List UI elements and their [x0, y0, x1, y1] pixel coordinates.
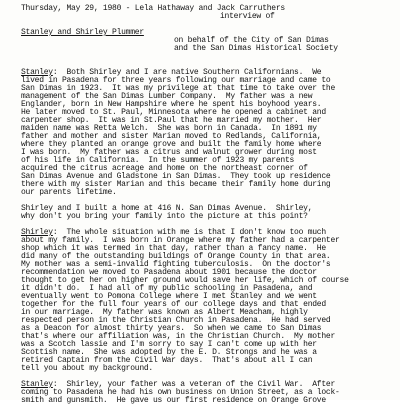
para1-line-13: San Dimas Avenue and Gladstone in San Dimas. They took up residence	[21, 172, 331, 181]
interview-of-label: interview of	[220, 12, 275, 21]
para3-line-9: together for the full four years of our college days and that ended	[21, 300, 326, 309]
para3-line-4: My mother was a semi-invalid fighting tuberculosis. On the doctor's	[21, 260, 331, 269]
para1-line-2: San Dimas in 1923. It was my privilege at that time to take over the	[21, 84, 336, 93]
para1-line-1: lived in Pasadena for three years following our marriage and came to	[21, 76, 331, 85]
para3-line-14: was a Scotch lassie and I'm sorry to say I can't come up with her	[21, 340, 317, 349]
speaker-stanley-2: Stanley	[21, 380, 53, 389]
para3-line-12: as a Deacon for almost thirty years. So when we came to San Dimas	[21, 324, 322, 333]
para1-line-0: Stanley: Both Shirley and I are native Southern Californians. We	[21, 68, 322, 77]
para1-line-9: where they planted an orange grove and built the family home where	[21, 140, 322, 149]
para1-line-15: our parents lifetime.	[21, 188, 117, 197]
para3-line-6: thought to get her on higher ground would save her life, which of course	[21, 276, 349, 285]
para3-line-13: that's where our affiliation was, in the Christian Church. My mother	[21, 332, 336, 341]
para4-line-1: coming to Pasadena he had his own business on Union Street, as a lock-	[21, 388, 340, 397]
para3-line-17: tell you about my background.	[21, 364, 153, 373]
para4-line-2: smith and gunsmith. He gave us our first residence on Orange Grove	[21, 396, 326, 405]
para1-line-11: of his life in California. In the summer of 1923 my parents	[21, 156, 295, 165]
para1-line-4: Englander, born in New Hampshire where he spent his boyhood years.	[21, 100, 322, 109]
para1-line-14: there with my sister Marian and this became their family home during	[21, 180, 331, 189]
para1-line-10: I was born. My father was a citrus and walnut grower during most	[21, 148, 317, 157]
para3-line-15: Scottish name. She was adopted by the E. D. Strongs and he was a	[21, 348, 317, 357]
interviewee-names: Stanley and Shirley Plummer	[21, 28, 144, 37]
para1-line-3: management of the San Dimas Lumber Company. My father was a new	[21, 92, 313, 101]
speaker-stanley: Stanley	[21, 68, 53, 77]
para1-line-5: He later moved to St. Paul, Minnesota where he opened a cabinet and	[21, 108, 326, 117]
para1-line-8: father and mother and sister Marian moved to Redlands, California,	[21, 132, 322, 141]
para2-line-1: Shirley and I built a home at 416 N. San Dimas Avenue. Shirley,	[21, 204, 313, 213]
para3-line-8: eventually went to Pomona College where I met Stanley and we went	[21, 292, 317, 301]
speaker-shirley: Shirley	[21, 228, 53, 237]
para3-line-1: about my family. I was born in Orange where my father had a carpenter	[21, 236, 340, 245]
interview-date: Thursday, May 29, 1980	[21, 4, 122, 13]
para2-line-2: why don't you bring your family into the picture at this point?	[21, 212, 308, 221]
para4-line-0: Stanley: Shirley, your father was a veteran of the Civil War. After	[21, 380, 336, 389]
para3-line-7: it didn't do. I had all of my public schooling in Pasadena, and	[21, 284, 313, 293]
para3-line-2: shop which it was termed in that day, rather than a fancy name. He	[21, 244, 326, 253]
behalf-line-1: on behalf of the City of San Dimas	[174, 36, 329, 45]
para1-line-6: carpenter shop. It was in St.Paul that he married my mother. Her	[21, 116, 322, 125]
para3-line-11: respected person in the Christian Church in Pasadena. He had served	[21, 316, 331, 325]
header-separator: -	[121, 4, 135, 13]
interviewer-names: Lela Hathaway and Jack Carruthers	[134, 4, 285, 13]
para3-line-0: Shirley: The whole situation with me is that I don't know too much	[21, 228, 326, 237]
para3-line-10: in our marriage. My father was known as Albert Meacham, highly	[21, 308, 308, 317]
para1-line-7: maiden name was Retta Welch. She was born in Canada. In 1891 my	[21, 124, 317, 133]
para1-line-12: acquired the citrus acreage and home on the northeast corner of	[21, 164, 308, 173]
para3-line-5: recommendation we moved to Pasadena about 1901 because the doctor	[21, 268, 317, 277]
para3-line-3: did many of the outstanding buildings of Orange County in that area.	[21, 252, 331, 261]
para3-line-16: retired Captain from the Civil War days. That's about all I can	[21, 356, 313, 365]
behalf-line-2: and the San Dimas Historical Society	[174, 44, 338, 53]
